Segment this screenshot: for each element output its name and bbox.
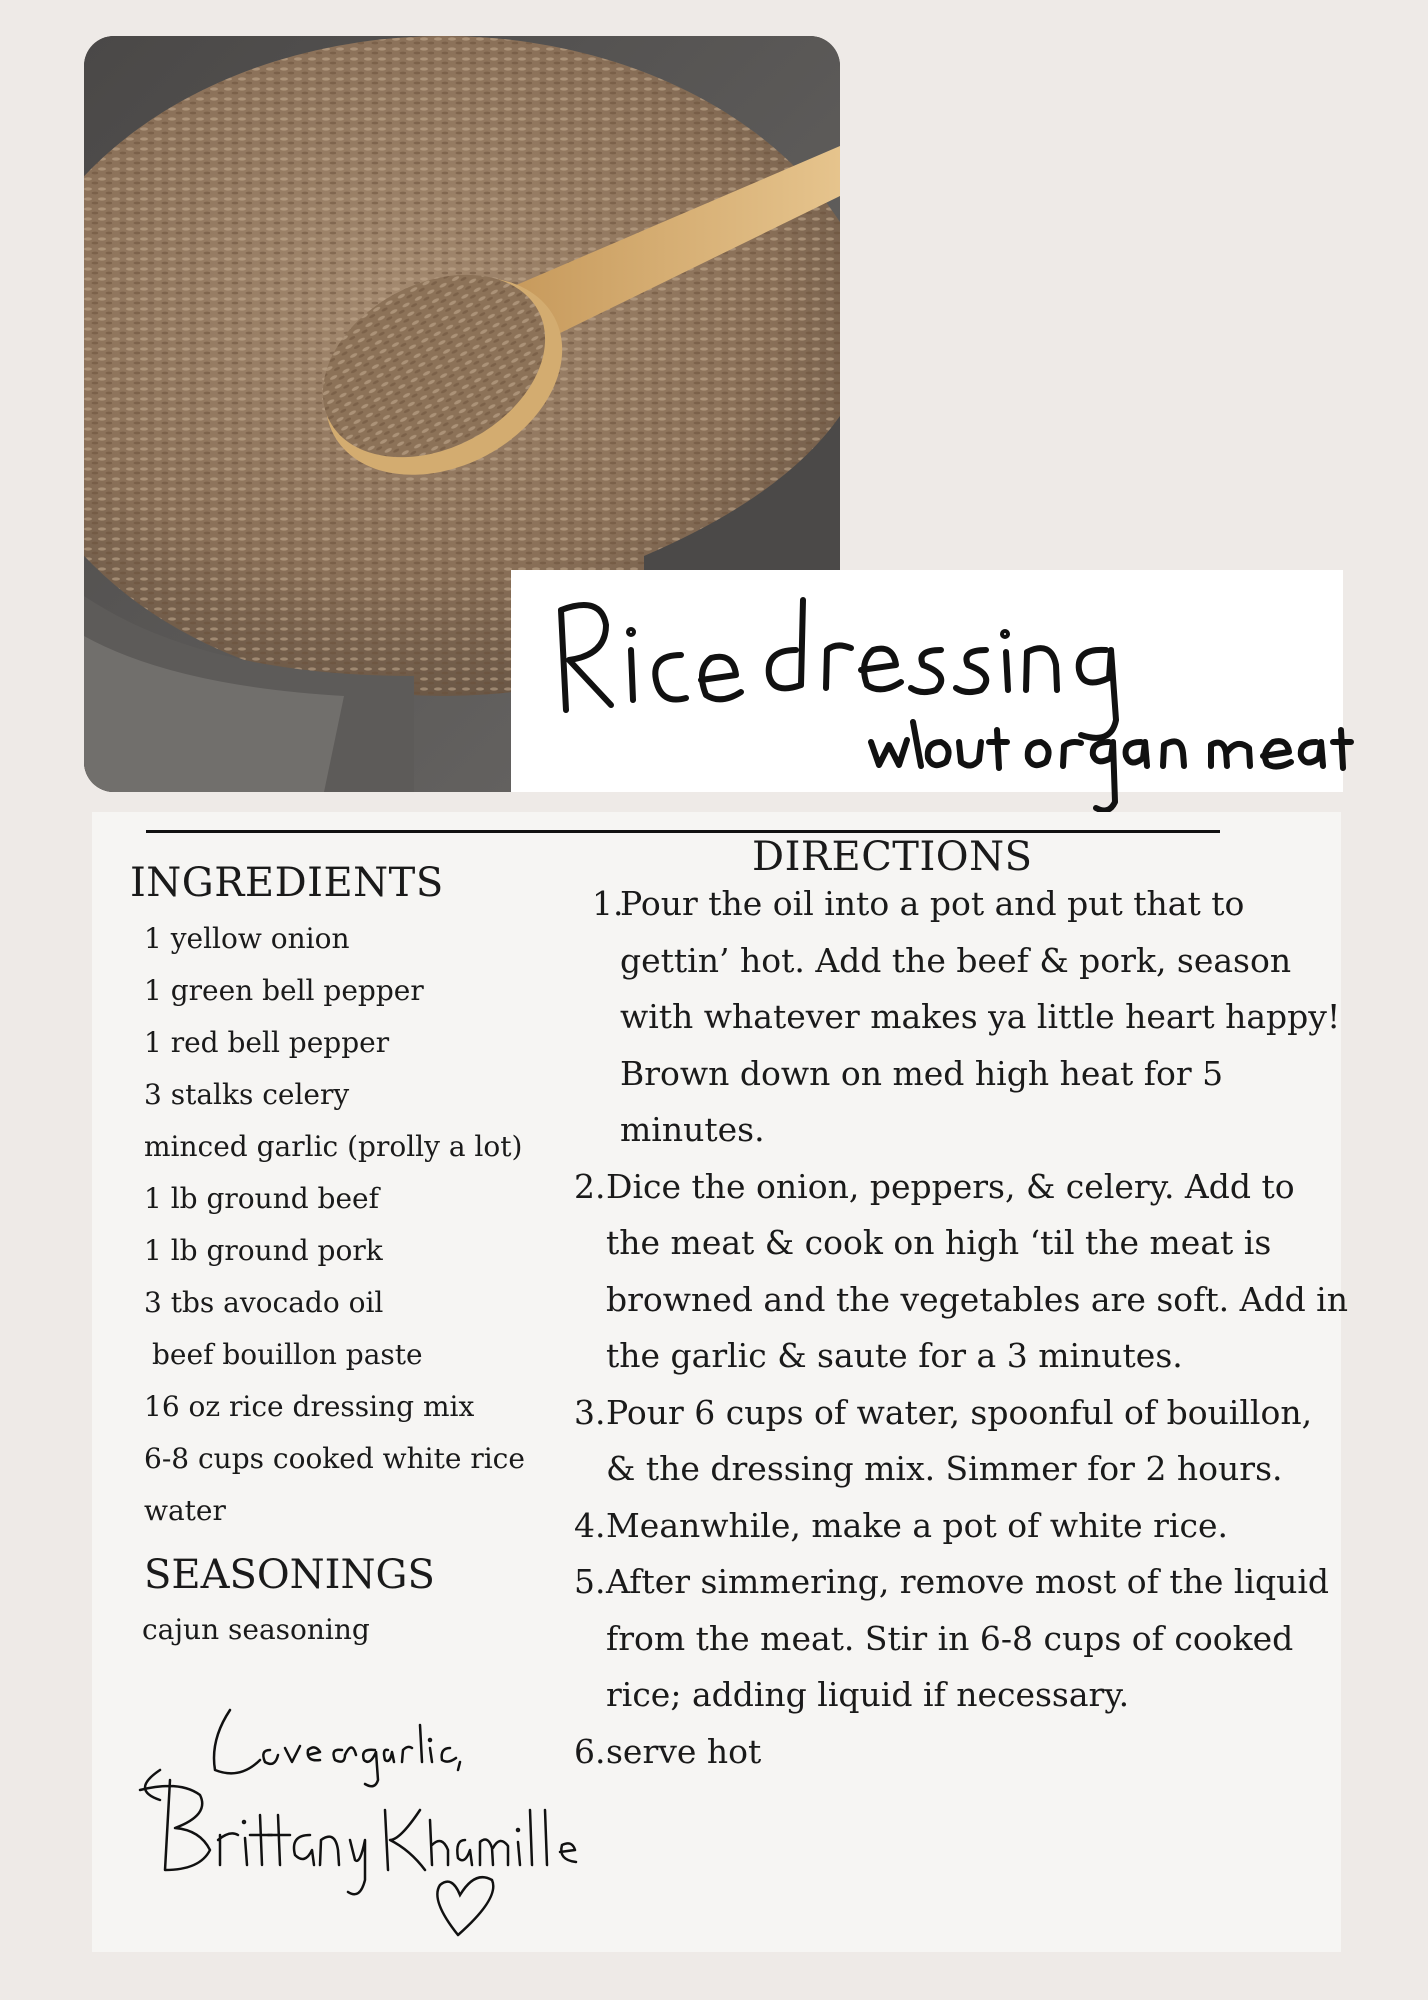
step-text: After simmering, remove most of the liquid from the meat. Stir in 6-8 cups of cooked rice; adding liquid if necessary. [606, 1562, 1330, 1714]
ingredients-list [144, 918, 525, 1542]
list-item: minced garlic (prolly a lot) [144, 1130, 523, 1163]
list-item: 16 oz rice dressing mix [144, 1390, 475, 1423]
directions-list [560, 876, 1350, 1780]
step-number: 2. [574, 1166, 606, 1206]
step-number: 6. [574, 1731, 606, 1771]
directions-heading: DIRECTIONS [752, 834, 1033, 880]
step-number: 3. [574, 1392, 606, 1432]
direction-step [560, 876, 1350, 1159]
step-text: Dice the onion, peppers, & celery. Add to the meat & cook on high ‘til the meat is browned and the vegetables are soft. Add in the garlic & saute for a 3 minutes. [606, 1166, 1348, 1375]
direction-step [560, 1554, 1350, 1724]
list-item: 1 lb ground beef [144, 1182, 379, 1215]
ingredients-heading: INGREDIENTS [130, 860, 444, 906]
direction-step [560, 1498, 1350, 1555]
step-text: Pour the oil into a pot and put that to gettin’ hot. Add the beef & pork, season with whatever makes ya little heart happy! Brown down on med high heat for 5 minutes. [620, 884, 1341, 1149]
title-card [511, 570, 1343, 792]
seasoning-item: cajun seasoning [142, 1613, 370, 1646]
list-item: water [144, 1494, 226, 1527]
step-number: 4. [574, 1505, 606, 1545]
signature [120, 1700, 600, 1954]
list-item: 1 lb ground pork [144, 1234, 383, 1267]
step-number: 1. [592, 884, 624, 923]
list-item: beef bouillon paste [152, 1338, 423, 1371]
recipe-subtitle [1071, 586, 1080, 587]
list-item: 1 red bell pepper [144, 1026, 390, 1059]
step-text: Pour 6 cups of water, spoonful of bouillon, & the dressing mix. Simmer for 2 hours. [606, 1392, 1313, 1488]
list-item: 1 yellow onion [144, 922, 350, 955]
step-text: serve hot [606, 1731, 762, 1771]
direction-step [560, 1385, 1350, 1498]
seasonings-heading: SEASONINGS [144, 1552, 435, 1598]
handwritten-title [511, 570, 1343, 830]
list-item: 6-8 cups cooked white rice [144, 1442, 525, 1475]
signature-text [120, 1700, 136, 1701]
list-item: 3 tbs avocado oil [144, 1286, 384, 1319]
direction-step [560, 1159, 1350, 1385]
list-item: 3 stalks celery [144, 1078, 350, 1111]
direction-step [560, 1724, 1350, 1781]
list-item: 1 green bell pepper [144, 974, 424, 1007]
divider [146, 830, 1220, 833]
heart-icon [437, 1877, 493, 1935]
step-text: Meanwhile, make a pot of white rice. [606, 1505, 1228, 1545]
step-number: 5. [574, 1562, 606, 1601]
